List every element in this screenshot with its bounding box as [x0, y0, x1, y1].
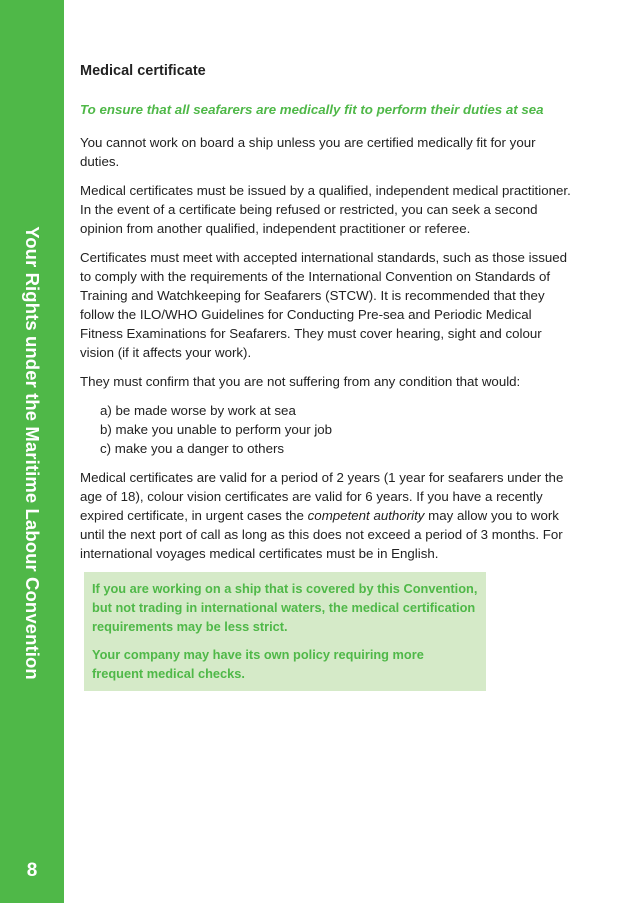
list-item: a) be made worse by work at sea — [100, 403, 296, 418]
validity-text-start: Medical certificates are valid for a period of 2 years (1 year for seafarers under the age of 18), colour vision certificates are valid for 6 years. If you have a recently expired certificate, in urgent cases the — [80, 470, 564, 523]
main-content — [80, 62, 575, 691]
paragraph-issued-by: Medical certificates must be issued by a qualified, independent medical practitioner. In the event of a certificate being refused or restricted, you can seek a second opinion from another qualified, independent practitioner or referee. — [80, 183, 571, 236]
conditions-list — [80, 401, 575, 458]
sidebar — [0, 0, 64, 903]
paragraph-conditions-intro: They must confirm that you are not suffering from any condition that would: — [80, 374, 521, 389]
sidebar-title: Your Rights under the Maritime Labour Convention — [22, 226, 43, 680]
section-heading: Medical certificate — [80, 63, 206, 79]
list-item: b) make you unable to perform your job — [100, 422, 333, 437]
paragraph-certified-fit: You cannot work on board a ship unless you are certified medically fit for your duties. — [80, 135, 536, 169]
tip-paragraph-company-policy: Your company may have its own policy requiring more frequent medical checks. — [92, 647, 424, 681]
list-item: c) make you a danger to others — [100, 441, 285, 456]
competent-authority-term: competent authority — [307, 508, 425, 523]
paragraph-validity — [80, 468, 575, 563]
validity-text-end: may allow you to work until the next port of call as long as this does not exceed a period of 3 months. For international voyages medical certificates must be in English. — [80, 508, 563, 561]
section-subheading: To ensure that all seafarers are medically fit to perform their duties at sea — [80, 102, 544, 117]
page-number: 8 — [26, 860, 38, 881]
tip-box — [84, 572, 486, 691]
paragraph-standards: Certificates must meet with accepted international standards, such as those issued to comply with the requirements of the International Convention on Standards of Training and Watchkeeping for Seafarers (STCW). It is recommended that they follow the ILO/WHO Guidelines for Conducting Pre-sea and Periodic Medical Fitness Examinations for Seafarers. They must cover hearing, sight and colour vision (if it affects your work). — [80, 250, 568, 360]
tip-paragraph-convention: If you are working on a ship that is covered by this Convention, but not trading in international waters, the medical certification requirements may be less strict. — [92, 581, 478, 634]
